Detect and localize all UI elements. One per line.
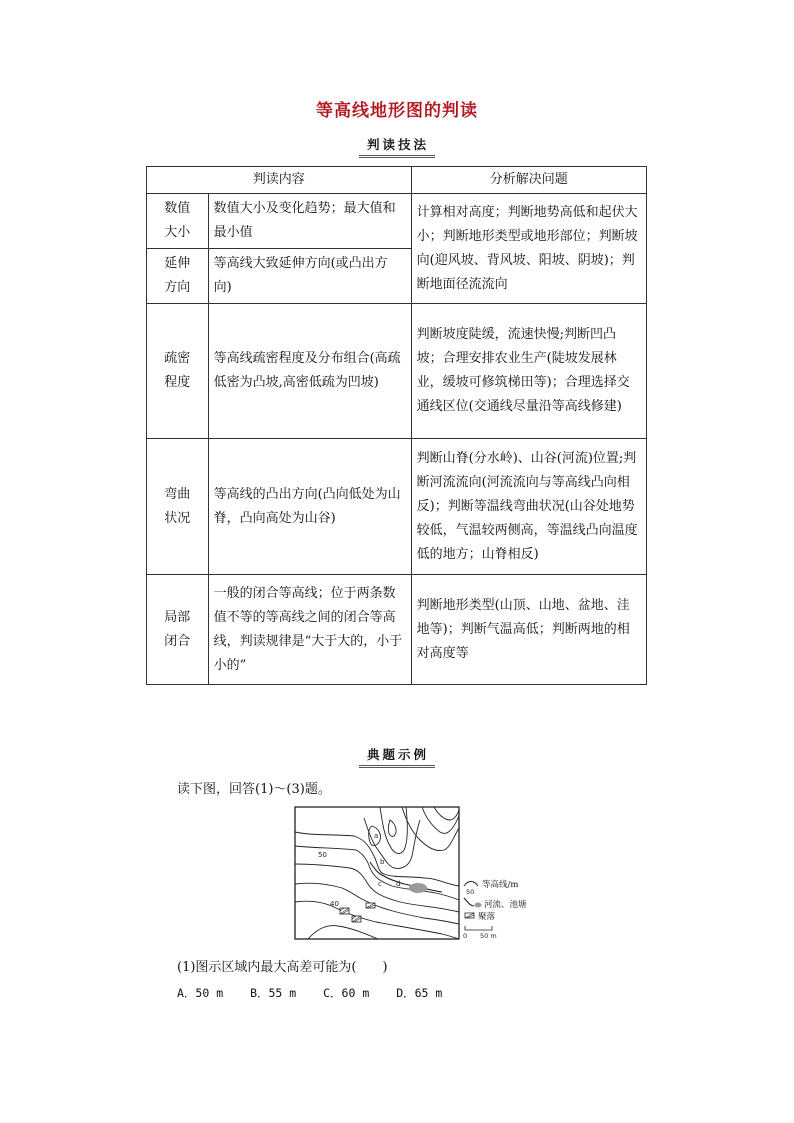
row-content: 数值大小及变化趋势；最大值和最小值 <box>208 194 411 249</box>
row-analysis: 判断地形类型(山顶、山地、盆地、洼地等)；判断气温高低；判断两地的相对高度等 <box>411 575 646 685</box>
row-category: 延伸 方向 <box>147 249 209 304</box>
row-content: 等高线的凸出方向(凸向低处为山脊，凸向高处为山谷) <box>208 439 411 575</box>
intro-text: 读下图，回答(1)～(3)题。 <box>177 782 331 797</box>
legend-scale-length: 50 m <box>480 932 497 940</box>
section-heading-example <box>0 744 794 768</box>
table-row <box>147 439 647 575</box>
contour-label-50: 50 <box>318 851 327 859</box>
option-c[interactable]: C．60 m <box>323 986 370 1000</box>
legend-pond-icon <box>475 903 482 908</box>
contour-label-40: 40 <box>330 900 339 908</box>
legend-contour-label: 等高线/m <box>482 880 519 890</box>
row-analysis-merged: 计算相对高度；判断地势高低和起伏大小；判断地形类型或地形部位；判断坡向(迎风坡、背风坡、阳坡、阴坡)；判断地面径流流向 <box>411 194 646 304</box>
point-label-a: a <box>374 832 379 840</box>
section-heading-example-text: 典题示例 <box>359 745 435 768</box>
table-header-analysis: 分析解决问题 <box>411 167 646 194</box>
legend-contour-value: 50 <box>466 888 475 896</box>
legend-scale-bar <box>465 926 492 930</box>
legend-settlement-label: 聚落 <box>478 912 496 922</box>
table-header-row <box>147 167 647 194</box>
row-analysis: 判断坡度陡缓，流速快慢;判断凹凸坡；合理安排农业生产(陡坡发展林业，缓坡可修筑梯田等)；合理选择交通线区位(交通线尽量沿等高线修建) <box>411 304 646 439</box>
table-header-content: 判读内容 <box>147 167 412 194</box>
legend-river-icon <box>464 898 474 906</box>
table-row <box>147 304 647 439</box>
legend-scale-zero: 0 <box>463 932 468 940</box>
contour-reading-table <box>146 166 647 685</box>
section-heading-skills-text: 判读技法 <box>359 135 435 158</box>
point-label-b: b <box>380 858 385 866</box>
row-content: 等高线疏密程度及分布组合(高疏低密为凸坡,高密低疏为凹坡) <box>208 304 411 439</box>
legend-contour-icon <box>464 882 478 887</box>
option-d[interactable]: D．65 m <box>396 986 443 1000</box>
map-legend <box>462 876 562 942</box>
table-row <box>147 575 647 685</box>
legend-river-label: 河流、池塘 <box>484 900 527 910</box>
option-b[interactable]: B．55 m <box>250 986 297 1000</box>
row-content: 等高线大致延伸方向(或凸出方向) <box>208 249 411 304</box>
row-category: 局部 闭合 <box>147 575 209 685</box>
page-title: 等高线地形图的判读 <box>316 101 478 121</box>
row-content: 一般的闭合等高线；位于两条数值不等的等高线之间的闭合等高线，判读规律是“大于大的，小于小的” <box>208 575 411 685</box>
row-category: 弯曲 状况 <box>147 439 209 575</box>
section-heading-skills <box>0 134 794 158</box>
point-label-c: c <box>378 880 382 888</box>
option-a[interactable]: A．50 m <box>177 986 224 1000</box>
answer-options <box>177 985 462 1001</box>
row-analysis: 判断山脊(分水岭)、山谷(河流)位置;判断河流流向(河流流向与等高线凸向相反)；判断等温线弯曲状况(山谷处地势较低，气温较两侧高，等温线凸向温度低的地方；山脊相反) <box>411 439 646 575</box>
point-label-d: d <box>396 880 401 888</box>
pond-shape <box>409 883 427 893</box>
contour-map <box>294 806 460 940</box>
question-text: (1)图示区域内最大高差可能为( ) <box>177 960 388 975</box>
row-category: 数值 大小 <box>147 194 209 249</box>
table-row <box>147 194 647 249</box>
row-category: 疏密 程度 <box>147 304 209 439</box>
